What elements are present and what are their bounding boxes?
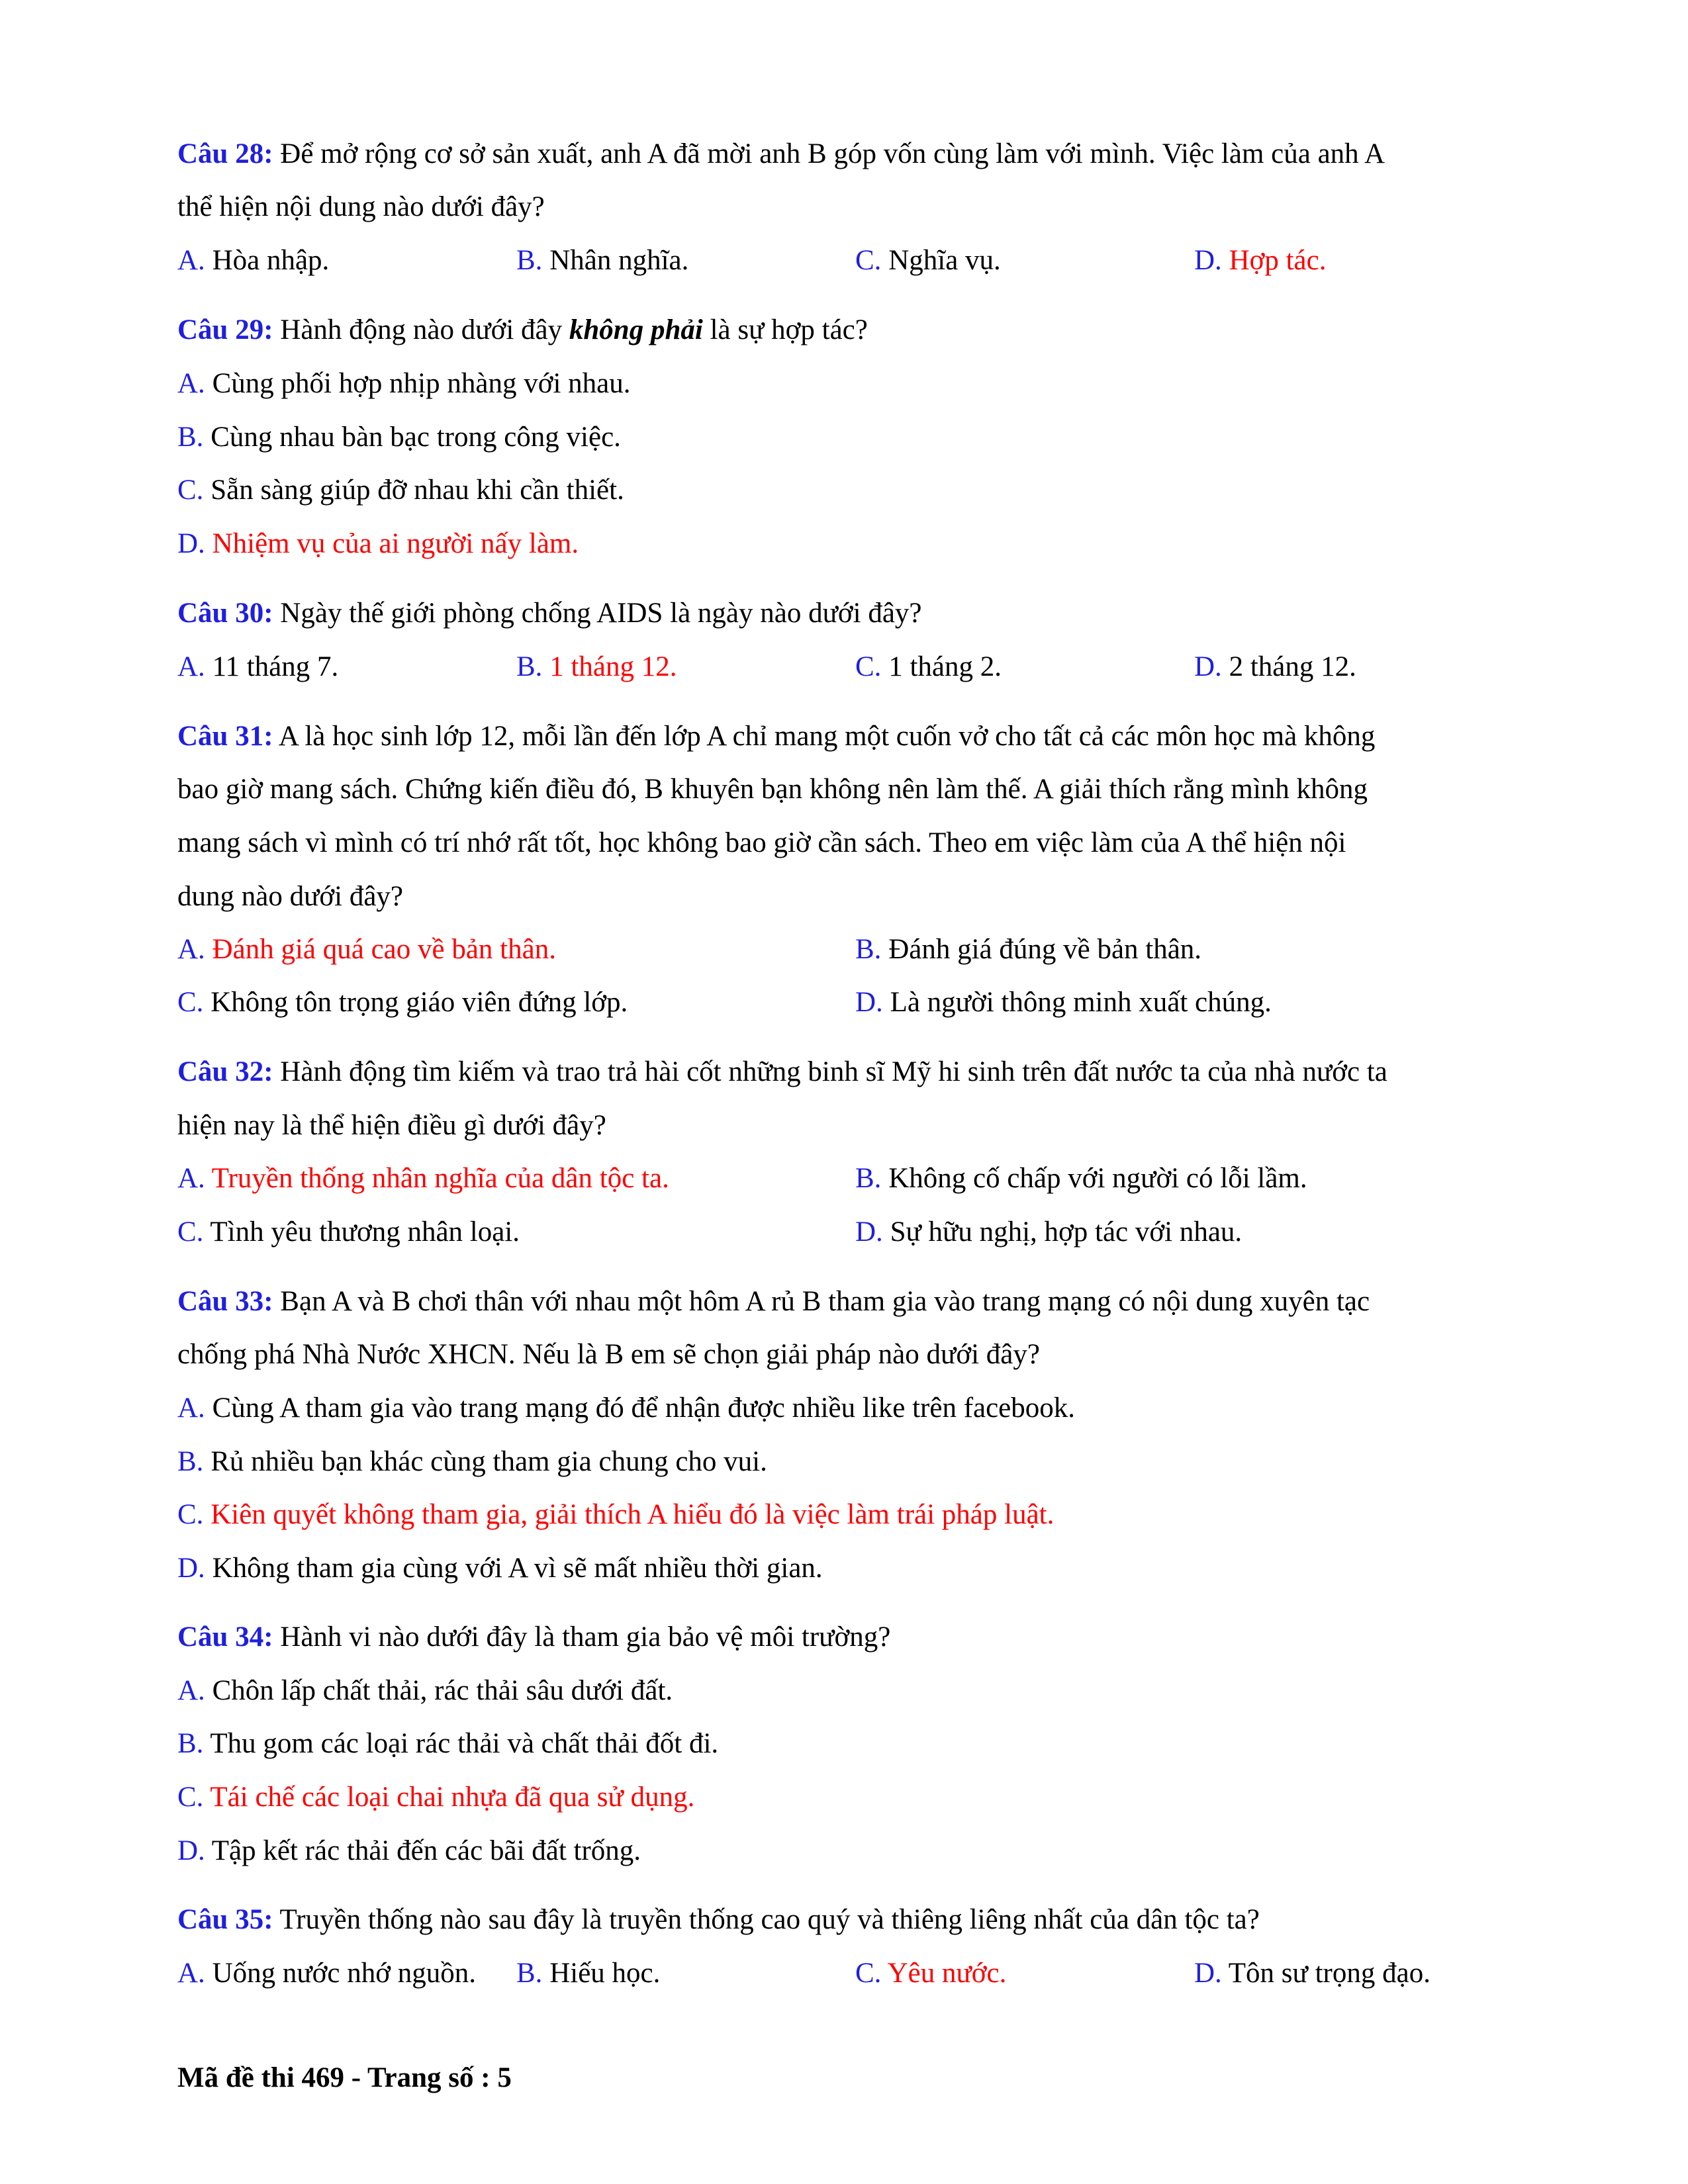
option-text: Uống nước nhớ nguồn. xyxy=(205,1958,476,1989)
option-text: Nhân nghĩa. xyxy=(542,245,689,276)
option-letter: D. xyxy=(1194,1958,1222,1989)
question-label: Câu 34: xyxy=(177,1621,273,1653)
option-text: Nghĩa vụ. xyxy=(881,245,1001,276)
option-letter: B. xyxy=(855,934,882,965)
question-29-option-c[interactable] xyxy=(177,471,624,510)
option-letter: D. xyxy=(855,987,883,1018)
option-text: 1 tháng 12. xyxy=(542,651,677,682)
question-28-option-c[interactable] xyxy=(855,241,1001,281)
option-text: Rủ nhiều bạn khác cùng tham gia chung cho vui. xyxy=(203,1446,767,1477)
question-29-option-b[interactable] xyxy=(177,418,621,457)
option-letter: A. xyxy=(177,651,205,682)
question-35-option-a[interactable] xyxy=(177,1954,476,1993)
option-text: Là người thông minh xuất chúng. xyxy=(882,987,1272,1018)
question-28-option-b[interactable] xyxy=(516,241,688,281)
option-text: Truyền thống nhân nghĩa của dân tộc ta. xyxy=(205,1163,669,1194)
option-letter: B. xyxy=(855,1163,882,1194)
option-text: Kiên quyết không tham gia, giải thích A hiểu đó là việc làm trái pháp luật. xyxy=(203,1499,1055,1530)
question-31-stem xyxy=(177,717,1375,756)
option-letter: A. xyxy=(177,1392,205,1424)
question-32-option-b[interactable] xyxy=(855,1159,1307,1199)
question-34-option-c-correct[interactable] xyxy=(177,1778,694,1817)
option-text: Thu gom các loại rác thải và chất thải đốt đi. xyxy=(203,1728,719,1759)
question-34-stem xyxy=(177,1617,890,1657)
option-text: Đánh giá quá cao về bản thân. xyxy=(205,934,556,965)
question-emphasis: không phải xyxy=(569,314,703,345)
question-32-option-d[interactable] xyxy=(855,1212,1242,1252)
question-28-stem-cont: thể hiện nội dung nào dưới đây? xyxy=(177,191,545,222)
question-text: Để mở rộng cơ sở sản xuất, anh A đã mời anh B góp vốn cùng làm với mình. Việc làm của anh A xyxy=(273,138,1385,169)
question-30-option-d[interactable] xyxy=(1194,647,1356,687)
option-text: Nhiệm vụ của ai người nấy làm. xyxy=(205,528,579,559)
option-text: Tình yêu thương nhân loại. xyxy=(203,1216,520,1248)
question-31-option-b[interactable] xyxy=(855,930,1201,970)
option-letter: A. xyxy=(177,368,205,399)
question-28-option-d-correct[interactable] xyxy=(1194,241,1326,281)
question-30-option-a[interactable] xyxy=(177,647,338,687)
question-33-option-a[interactable] xyxy=(177,1388,1075,1428)
option-text: Cùng A tham gia vào trang mạng đó để nhận được nhiều like trên facebook. xyxy=(205,1392,1076,1424)
question-label: Câu 33: xyxy=(177,1286,273,1317)
option-letter: A. xyxy=(177,934,205,965)
question-30-stem xyxy=(177,594,922,633)
option-letter: C. xyxy=(177,475,204,506)
option-letter: C. xyxy=(177,1782,204,1813)
question-label: Câu 30: xyxy=(177,598,273,629)
option-text: 11 tháng 7. xyxy=(205,651,339,682)
option-letter: A. xyxy=(177,1675,205,1706)
option-letter: A. xyxy=(177,1163,205,1194)
option-text: Không cố chấp với người có lỗi lầm. xyxy=(881,1163,1307,1194)
question-35-option-b[interactable] xyxy=(516,1954,660,1993)
option-text: Chôn lấp chất thải, rác thải sâu dưới đất. xyxy=(205,1675,673,1706)
option-letter: B. xyxy=(516,1958,543,1989)
question-32-stem-cont: hiện nay là thể hiện điều gì dưới đây? xyxy=(177,1110,606,1141)
question-label: Câu 31: xyxy=(177,721,273,752)
question-32-option-a-correct[interactable] xyxy=(177,1159,669,1199)
question-29-option-d-correct[interactable] xyxy=(177,524,579,564)
option-letter: A. xyxy=(177,1958,205,1989)
option-letter: D. xyxy=(177,1835,205,1866)
question-28-option-a[interactable] xyxy=(177,241,329,281)
question-label: Câu 29: xyxy=(177,314,273,345)
option-letter: D. xyxy=(855,1216,883,1248)
option-text: Tập kết rác thải đến các bãi đất trống. xyxy=(205,1835,641,1866)
question-text: là sự hợp tác? xyxy=(702,314,868,345)
question-32-stem xyxy=(177,1052,1387,1092)
option-letter: C. xyxy=(177,1216,204,1248)
question-29-option-a[interactable] xyxy=(177,364,630,404)
option-letter: B. xyxy=(177,1446,204,1477)
option-text: 1 tháng 2. xyxy=(881,651,1002,682)
question-text: Hành động nào dưới đây xyxy=(273,314,569,345)
option-letter: B. xyxy=(516,245,543,276)
question-28-stem xyxy=(177,134,1385,174)
question-31-stem-cont: dung nào dưới đây? xyxy=(177,881,403,912)
option-letter: C. xyxy=(177,1499,204,1530)
question-34-option-d[interactable] xyxy=(177,1831,641,1871)
question-label: Câu 35: xyxy=(177,1904,273,1935)
option-text: Sẵn sàng giúp đỡ nhau khi cần thiết. xyxy=(203,475,624,506)
option-text: Cùng nhau bàn bạc trong công việc. xyxy=(203,422,621,453)
option-text: Hiếu học. xyxy=(542,1958,661,1989)
option-letter: C. xyxy=(855,1958,882,1989)
question-label: Câu 28: xyxy=(177,138,273,169)
option-letter: B. xyxy=(516,651,543,682)
question-33-option-d[interactable] xyxy=(177,1549,823,1588)
option-text: Đánh giá đúng về bản thân. xyxy=(881,934,1202,965)
question-33-stem-cont: chống phá Nhà Nước XHCN. Nếu là B em sẽ chọn giải pháp nào dưới đây? xyxy=(177,1339,1040,1370)
question-text: Hành vi nào dưới đây là tham gia bảo vệ môi trường? xyxy=(273,1621,891,1653)
option-text: Yêu nước. xyxy=(881,1958,1007,1989)
option-letter: B. xyxy=(177,422,204,453)
question-30-option-b-correct[interactable] xyxy=(516,647,677,687)
option-text: 2 tháng 12. xyxy=(1221,651,1356,682)
option-letter: D. xyxy=(177,1553,205,1584)
question-35-option-d[interactable] xyxy=(1194,1954,1430,1993)
option-letter: C. xyxy=(177,987,204,1018)
option-letter: D. xyxy=(1194,651,1222,682)
question-31-option-d[interactable] xyxy=(855,983,1272,1023)
question-31-stem-cont: mang sách vì mình có trí nhớ rất tốt, học không bao giờ cần sách. Theo em việc làm của A thể hiện nội xyxy=(177,827,1346,858)
option-text: Không tôn trọng giáo viên đứng lớp. xyxy=(203,987,628,1018)
option-text: Sự hữu nghị, hợp tác với nhau. xyxy=(882,1216,1243,1248)
option-text: Tái chế các loại chai nhựa đã qua sử dụng. xyxy=(203,1782,695,1813)
option-letter: B. xyxy=(177,1728,204,1759)
question-33-stem xyxy=(177,1282,1370,1322)
option-text: Không tham gia cùng với A vì sẽ mất nhiều thời gian. xyxy=(205,1553,823,1584)
option-text: Hòa nhập. xyxy=(205,245,330,276)
question-33-option-c-correct[interactable] xyxy=(177,1495,1054,1535)
question-35-stem xyxy=(177,1900,1260,1940)
option-text: Tôn sư trọng đạo. xyxy=(1221,1958,1430,1989)
question-31-stem-cont: bao giờ mang sách. Chứng kiến điều đó, B khuyên bạn không nên làm thế. A giải thích rằng mình không xyxy=(177,774,1368,805)
question-label: Câu 32: xyxy=(177,1056,273,1087)
question-30-option-c[interactable] xyxy=(855,647,1002,687)
option-text: Hợp tác. xyxy=(1221,245,1327,276)
question-35-option-c-correct[interactable] xyxy=(855,1954,1006,1993)
question-text: Truyền thống nào sau đây là truyền thống cao quý và thiêng liêng nhất của dân tộc ta? xyxy=(273,1904,1260,1935)
option-letter: C. xyxy=(855,245,882,276)
option-letter: A. xyxy=(177,245,205,276)
question-34-option-b[interactable] xyxy=(177,1724,718,1764)
question-text: Hành động tìm kiếm và trao trả hài cốt những binh sĩ Mỹ hi sinh trên đất nước ta của nhà nước ta xyxy=(273,1056,1387,1087)
option-letter: D. xyxy=(177,528,205,559)
question-29-stem xyxy=(177,310,868,350)
question-text: Bạn A và B chơi thân với nhau một hôm A rủ B tham gia vào trang mạng có nội dung xuyên tạc xyxy=(273,1286,1370,1317)
option-letter: D. xyxy=(1194,245,1222,276)
question-text: A là học sinh lớp 12, mỗi lần đến lớp A chỉ mang một cuốn vở cho tất cả các môn học mà không xyxy=(273,721,1376,752)
question-33-option-b[interactable] xyxy=(177,1442,767,1482)
question-34-option-a[interactable] xyxy=(177,1671,673,1711)
question-32-option-c[interactable] xyxy=(177,1212,520,1252)
page-footer: Mã đề thi 469 - Trang số : 5 xyxy=(177,2062,512,2093)
question-31-option-c[interactable] xyxy=(177,983,628,1023)
question-text: Ngày thế giới phòng chống AIDS là ngày nào dưới đây? xyxy=(273,598,922,629)
question-31-option-a-correct[interactable] xyxy=(177,930,556,970)
option-letter: C. xyxy=(855,651,882,682)
option-text: Cùng phối hợp nhịp nhàng với nhau. xyxy=(205,368,631,399)
